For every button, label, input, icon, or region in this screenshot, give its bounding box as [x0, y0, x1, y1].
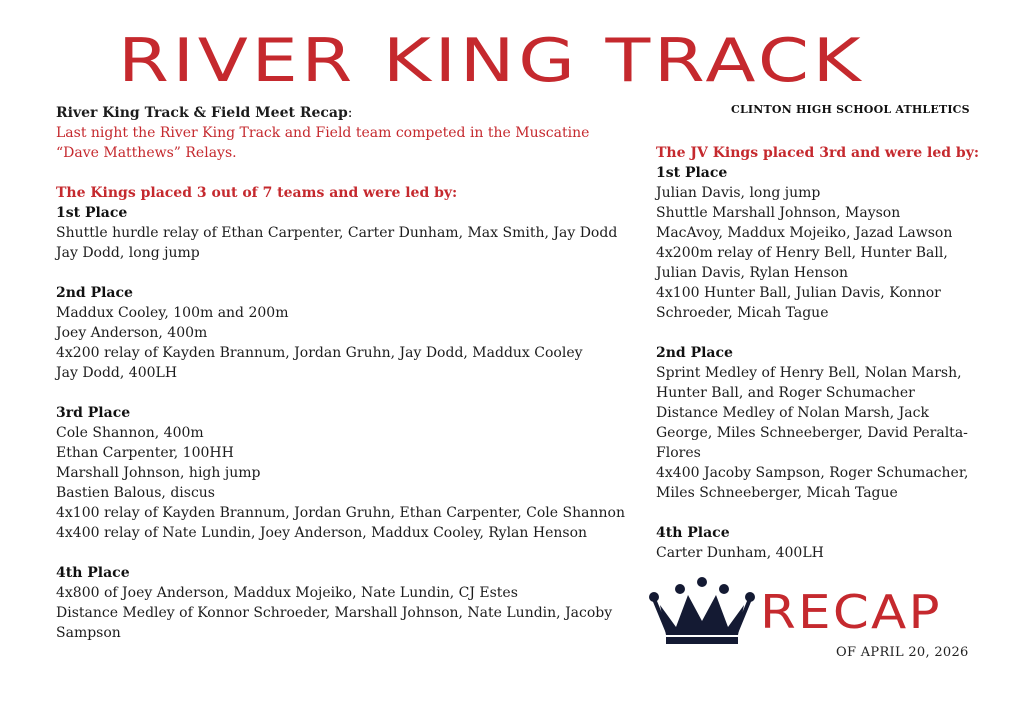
place-entry: 4x100 Hunter Ball, Julian Davis, Konnor	[656, 285, 941, 301]
varsity-place-2nd	[56, 283, 646, 383]
place-entry: Sprint Medley of Henry Bell, Nolan Marsh,	[656, 365, 962, 381]
place-entry: 4x400 relay of Nate Lundin, Joey Anderson, Maddux Cooley, Rylan Henson	[56, 525, 588, 541]
place-label: 1st Place	[56, 205, 128, 221]
place-label: 4th Place	[656, 525, 730, 541]
jv-place-2nd	[656, 343, 986, 503]
place-entry: 4x100 relay of Kayden Brannum, Jordan Gruhn, Ethan Carpenter, Cole Shannon	[56, 505, 625, 521]
place-entry: Jay Dodd, long jump	[56, 245, 200, 261]
jv-place-4th	[656, 523, 986, 563]
intro-label: River King Track & Field Meet Recap	[56, 105, 348, 121]
varsity-place-1st	[56, 203, 646, 263]
school-subtitle: CLINTON HIGH SCHOOL ATHLETICS	[731, 103, 970, 116]
place-label: 3rd Place	[56, 405, 131, 421]
place-entry: Hunter Ball, and Roger Schumacher	[656, 385, 915, 401]
intro-label-suffix: :	[347, 105, 353, 121]
jv-heading: The JV Kings placed 3rd and were led by:	[656, 145, 980, 161]
place-entry: MacAvoy, Maddux Mojeiko, Jazad Lawson	[656, 225, 953, 241]
place-entry: Shuttle hurdle relay of Ethan Carpenter, Carter Dunham, Max Smith, Jay Dodd	[56, 225, 618, 241]
varsity-place-4th	[56, 563, 646, 643]
intro-heading	[56, 103, 646, 123]
recap-title: RECAP	[760, 585, 942, 639]
varsity-column	[56, 103, 646, 643]
place-entry: Ethan Carpenter, 100HH	[56, 445, 234, 461]
jv-place-1st	[656, 163, 986, 323]
place-entry: Jay Dodd, 400LH	[56, 365, 178, 381]
place-entry: Joey Anderson, 400m	[56, 325, 208, 341]
varsity-heading: The Kings placed 3 out of 7 teams and were led by:	[56, 185, 458, 201]
jv-column	[656, 143, 986, 563]
place-entry: Flores	[656, 445, 701, 461]
place-entry: Shuttle Marshall Johnson, Mayson	[656, 205, 901, 221]
place-entry: Julian Davis, Rylan Henson	[656, 265, 849, 281]
place-entry: George, Miles Schneeberger, David Peralta-	[656, 425, 968, 441]
place-label: 1st Place	[656, 165, 728, 181]
place-entry: Sampson	[56, 625, 121, 641]
page-title: RIVER KING TRACK	[118, 26, 865, 96]
place-entry: Marshall Johnson, high jump	[56, 465, 261, 481]
recap-date: OF APRIL 20, 2026	[836, 645, 969, 660]
place-entry: 4x200 relay of Kayden Brannum, Jordan Gruhn, Jay Dodd, Maddux Cooley	[56, 345, 583, 361]
place-entry: Cole Shannon, 400m	[56, 425, 204, 441]
place-entry: Carter Dunham, 400LH	[656, 545, 824, 561]
place-entry: Bastien Balous, discus	[56, 485, 215, 501]
place-entry: Distance Medley of Nolan Marsh, Jack	[656, 405, 929, 421]
place-entry: 4x800 of Joey Anderson, Maddux Mojeiko, Nate Lundin, CJ Estes	[56, 585, 518, 601]
place-entry: Maddux Cooley, 100m and 200m	[56, 305, 289, 321]
place-entry: 4x400 Jacoby Sampson, Roger Schumacher,	[656, 465, 969, 481]
varsity-place-3rd	[56, 403, 646, 543]
place-label: 2nd Place	[656, 345, 733, 361]
place-entry: Schroeder, Micah Tague	[656, 305, 829, 321]
crown-icon	[646, 577, 758, 647]
place-entry: Julian Davis, long jump	[656, 185, 821, 201]
intro-text-line: Last night the River King Track and Field team competed in the Muscatine	[56, 125, 590, 141]
place-entry: Miles Schneeberger, Micah Tague	[656, 485, 898, 501]
place-entry: 4x200m relay of Henry Bell, Hunter Ball,	[656, 245, 948, 261]
place-entry: Distance Medley of Konnor Schroeder, Marshall Johnson, Nate Lundin, Jacoby	[56, 605, 613, 621]
intro-text-line: “Dave Matthews” Relays.	[56, 145, 237, 161]
place-label: 2nd Place	[56, 285, 133, 301]
place-label: 4th Place	[56, 565, 130, 581]
